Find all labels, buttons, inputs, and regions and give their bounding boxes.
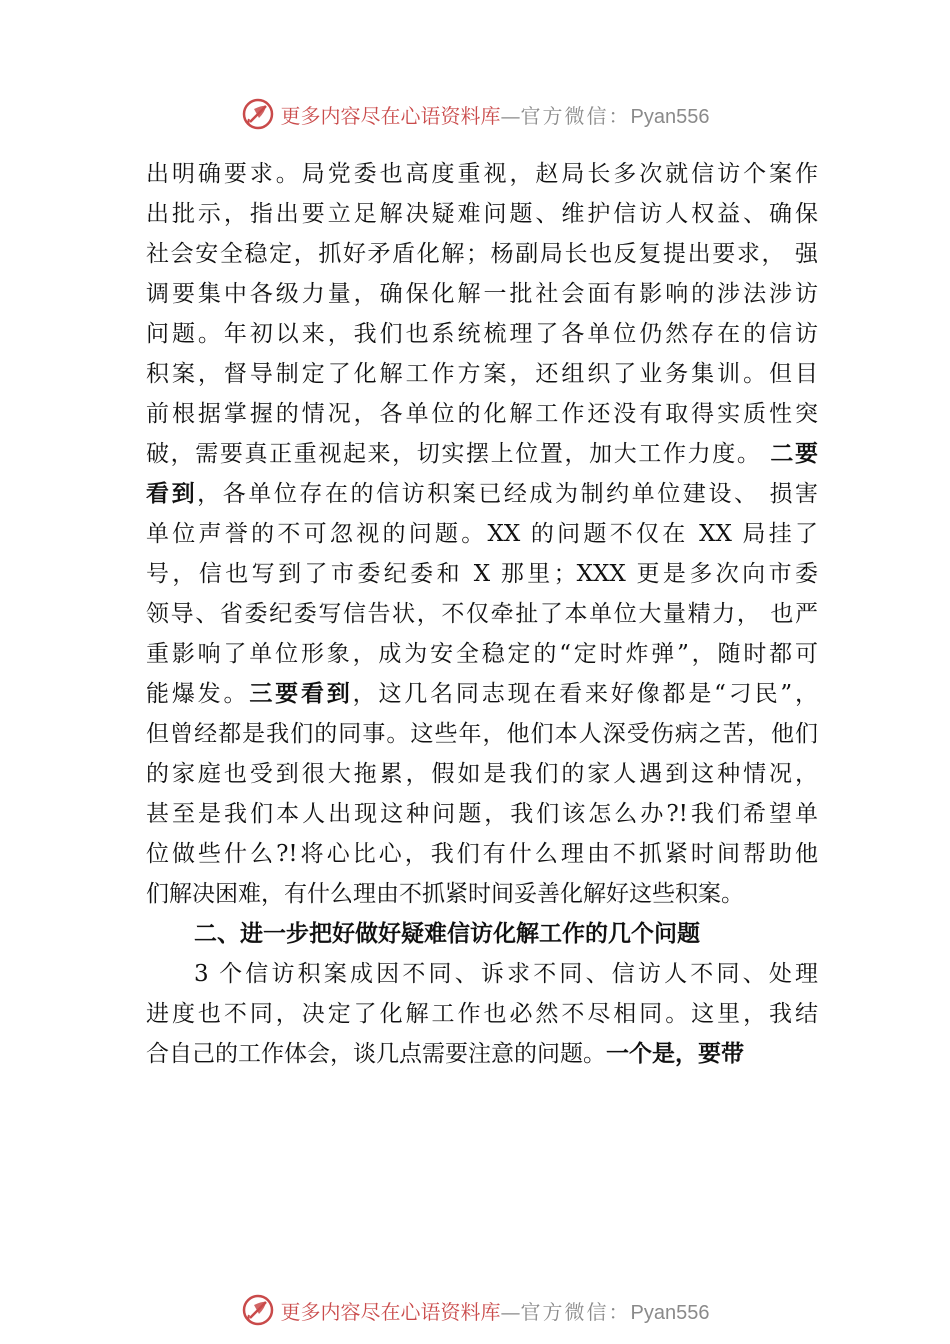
text-run: 的家庭也受到很大拖累，假如是我们的家人遇到这种情况，	[146, 761, 818, 787]
text-line	[146, 994, 818, 1034]
text-line	[146, 1034, 818, 1074]
text-line	[146, 714, 818, 754]
bold-phrase: 二要	[770, 441, 818, 467]
text-line	[146, 154, 818, 194]
text-run: 积案，督导制定了化解工作方案，还组织了业务集训。但目	[146, 361, 818, 387]
text-run: ，这几名同志现在看来好像都是“刁民”，	[352, 681, 818, 707]
text-line	[146, 314, 818, 354]
section-heading: 二、进一步把好做好疑难信访化解工作的几个问题	[194, 921, 700, 947]
text-run: 单位声誉的不可忽视的问题。XX 的问题不仅在 XX 局挂了	[146, 521, 818, 547]
bold-phrase: 看到	[146, 481, 198, 507]
text-run: 号，信也写到了市委纪委和 X 那里；XXX 更是多次向市委	[146, 561, 818, 587]
text-line	[146, 634, 818, 674]
banner-wechat-label: 官方微信：	[520, 103, 631, 128]
text-run: 位做些什么?!将心比心，我们有什么理由不抓紧时间帮助他	[146, 841, 818, 867]
text-run: ，各单位存在的信访积案已经成为制约单位建设、 损害	[197, 481, 818, 507]
text-line	[146, 354, 818, 394]
banner-wechat-id: Pyan556	[630, 105, 710, 128]
text-line	[146, 874, 818, 914]
quill-logo-icon	[241, 97, 275, 131]
text-run: 破，需要真正重视起来，切实摆上位置，加大工作力度。	[146, 441, 771, 467]
text-line	[146, 594, 818, 634]
text-run: 社会安全稳定，抓好矛盾化解；杨副局长也反复提出要求， 强	[146, 241, 818, 267]
banner-wechat-id: Pyan556	[630, 1301, 710, 1324]
banner-dash: —	[500, 103, 521, 128]
text-run: 出批示，指出要立足解决疑难问题、维护信访人权益、确保	[146, 201, 818, 227]
document-body	[146, 154, 818, 1074]
banner-wechat-label: 官方微信：	[520, 1299, 631, 1324]
text-run: 问题。年初以来，我们也系统梳理了各单位仍然存在的信访	[146, 321, 818, 347]
text-run: 甚至是我们本人出现这种问题，我们该怎么办?!我们希望单	[146, 801, 818, 827]
banner-text	[281, 1296, 710, 1325]
text-line	[146, 394, 818, 434]
text-run: 调要集中各级力量，确保化解一批社会面有影响的涉法涉访	[146, 281, 818, 307]
text-run: 能爆发。	[146, 681, 250, 707]
text-line	[146, 794, 818, 834]
text-line	[146, 954, 818, 994]
text-line	[146, 754, 818, 794]
text-run: 们解决困难，有什么理由不抓紧时间妥善化解好这些积案。	[146, 881, 744, 907]
banner-text	[281, 100, 710, 129]
footer-banner	[0, 1290, 950, 1330]
text-run: 出明确要求。局党委也高度重视，赵局长多次就信访个案作	[146, 161, 818, 187]
bold-phrase: 三要看到	[249, 681, 353, 707]
banner-main-text: 更多内容尽在心语资料库	[280, 1299, 501, 1324]
text-line	[146, 914, 818, 954]
text-run: 合自己的工作体会，谈几点需要注意的问题。	[146, 1041, 606, 1067]
text-run: 重影响了单位形象，成为安全稳定的“定时炸弹”，随时都可	[146, 641, 818, 667]
text-line	[146, 194, 818, 234]
banner-main-text: 更多内容尽在心语资料库	[280, 103, 501, 128]
text-line	[146, 274, 818, 314]
text-run: 但曾经都是我们的同事。这些年，他们本人深受伤病之苦，他们	[146, 721, 818, 747]
quill-logo-icon	[241, 1293, 275, 1327]
text-line	[146, 514, 818, 554]
text-line	[146, 474, 818, 514]
banner-dash: —	[500, 1299, 521, 1324]
text-run: 前根据掌握的情况，各单位的化解工作还没有取得实质性突	[146, 401, 818, 427]
text-run: 3 个信访积案成因不同、诉求不同、信访人不同、处理	[194, 961, 818, 987]
text-line	[146, 674, 818, 714]
bold-phrase: 一个是，要带	[606, 1041, 744, 1067]
text-line	[146, 834, 818, 874]
text-line	[146, 434, 818, 474]
text-line	[146, 234, 818, 274]
text-line	[146, 554, 818, 594]
text-run: 进度也不同，决定了化解工作也必然不尽相同。这里，我结	[146, 1001, 818, 1027]
header-banner	[0, 94, 950, 134]
text-run: 领导、省委纪委写信告状，不仅牵扯了本单位大量精力， 也严	[146, 601, 818, 627]
